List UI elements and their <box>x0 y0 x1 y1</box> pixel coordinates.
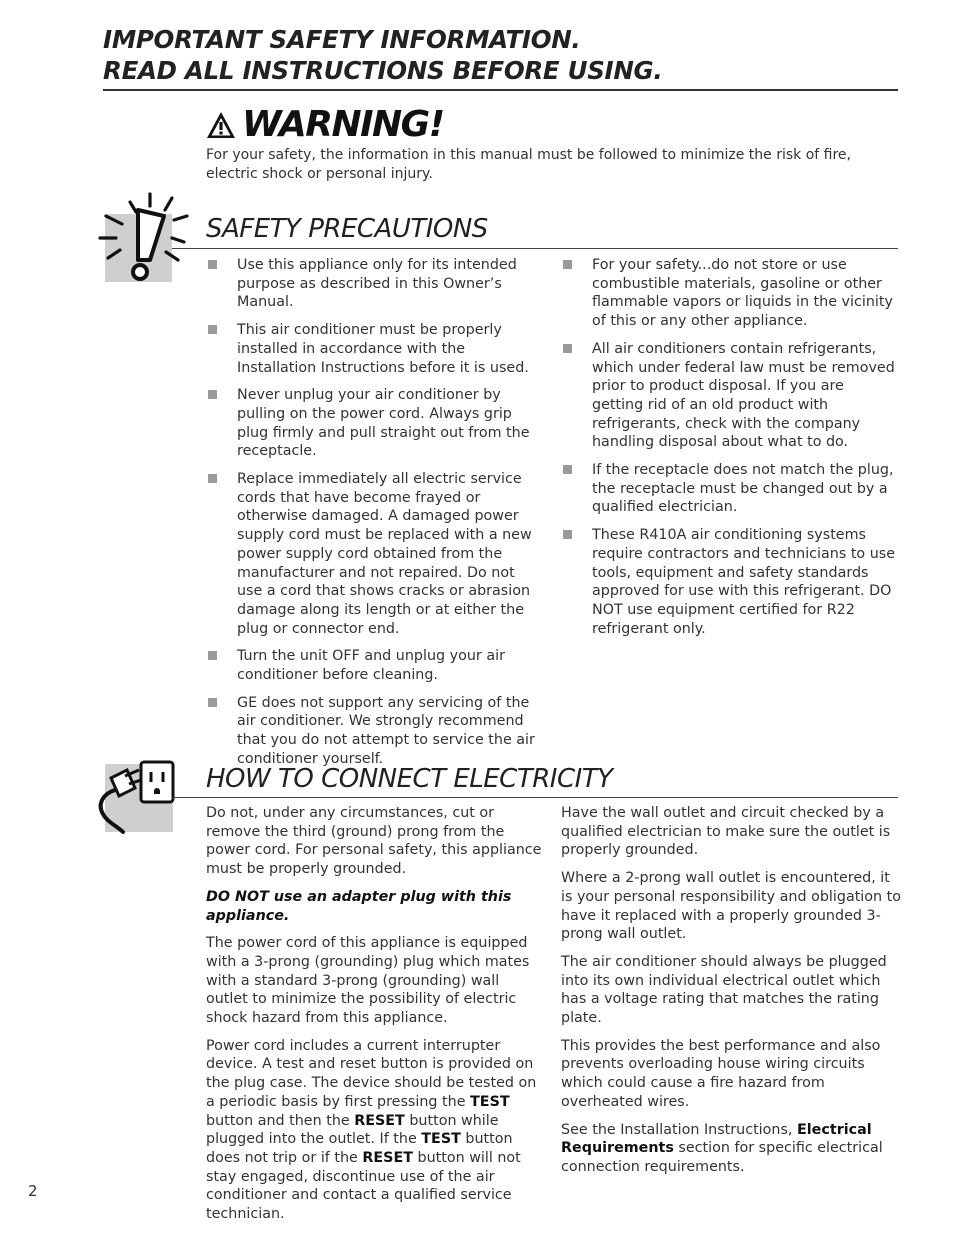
header-line-1: IMPORTANT SAFETY INFORMATION. <box>103 25 581 54</box>
warning-heading <box>206 104 444 145</box>
electricity-paragraph: Have the wall outlet and circuit checked by a qualified electrician to make sure the outlet is properly grounded. <box>561 805 891 859</box>
safety-precautions-title: SAFETY PRECAUTIONS <box>206 214 488 244</box>
exclamation-alert-icon <box>92 190 192 290</box>
text-span: Power cord includes a current interrupter device. A test and reset button is provided on the plug case. The device should be tested on a periodic basis by first pressing the <box>206 1037 537 1110</box>
text-span: button will not stay engaged, discontinue use of the air conditioner and contact a qualified service technician. <box>206 1149 521 1223</box>
electricity-title: HOW TO CONNECT ELECTRICITY <box>206 764 613 794</box>
electricity-paragraph: The air conditioner should always be plugged into its own individual electrical outlet which has a voltage rating that matches the rating plate. <box>561 953 887 1027</box>
warning-triangle-icon <box>206 111 236 139</box>
text-span: See the Installation Instructions, <box>561 1121 798 1138</box>
adapter-warning: DO NOT use an adapter plug with this appliance. <box>206 888 512 924</box>
electricity-right-column <box>561 804 901 1186</box>
text-span: section for specific electrical connection requirements. <box>561 1140 883 1175</box>
installation-reference <box>561 1121 901 1177</box>
reset-term: RESET <box>362 1149 413 1166</box>
interrupter-paragraph <box>206 1037 544 1224</box>
electricity-paragraph: Do not, under any circumstances, cut or remove the third (ground) prong from the power cord. For personal safety, this appliance must be properly grounded. <box>206 805 542 878</box>
page-header <box>103 24 898 86</box>
electricity-left-column <box>206 804 544 1233</box>
warning-title: WARNING! <box>242 104 444 145</box>
reset-term: RESET <box>354 1112 405 1129</box>
text-span: button while plugged into the outlet. If the <box>206 1112 499 1148</box>
list-item: Never unplug your air conditioner by pulling on the power cord. Always grip plug firmly and pull straight out from the receptacle. <box>206 386 542 461</box>
list-item: Turn the unit OFF and unplug your air conditioner before cleaning. <box>206 647 542 684</box>
text-span: button and then the <box>206 1112 355 1129</box>
list-item: For your safety...do not store or use combustible materials, gasoline or other flammable vapors or liquids in the vicinity of this or any other appliance. <box>561 256 899 331</box>
electrical-requirements-term: Electrical Requirements <box>561 1121 872 1157</box>
electricity-paragraph: This provides the best performance and also prevents overloading house wiring circuits which could cause a fire hazard from overheated wires. <box>561 1037 881 1110</box>
text-span: button does not trip or if the <box>206 1131 513 1166</box>
plug-outlet-icon <box>93 760 177 836</box>
warning-text: For your safety, the information in this manual must be followed to minimize the risk of fire, electric shock or personal injury. <box>206 147 851 182</box>
safety-right-column <box>561 256 899 647</box>
list-item: All air conditioners contain refrigerants, which under federal law must be removed prior to product disposal. If you are getting rid of an old product with refrigerants, check with the company handling disposal about what to do. <box>561 340 899 452</box>
list-item: Use this appliance only for its intended purpose as described in this Owner’s Manual. <box>206 256 542 312</box>
test-term: TEST <box>421 1131 461 1148</box>
header-divider <box>103 89 898 91</box>
page-number: 2 <box>28 1182 38 1200</box>
list-item: If the receptacle does not match the plug, the receptacle must be changed out by a qualified electrician. <box>561 461 899 517</box>
test-term: TEST <box>470 1093 510 1110</box>
header-line-2: READ ALL INSTRUCTIONS BEFORE USING. <box>103 56 663 85</box>
list-item: These R410A air conditioning systems require contractors and technicians to use tools, equipment and safety standards approved for use with this refrigerant. DO NOT use equipment certified for R22 refrigerant only. <box>561 526 899 638</box>
list-item: GE does not support any servicing of the air conditioner. We strongly recommend that you do not attempt to service the air conditioner yourself. <box>206 694 542 769</box>
electricity-paragraph: The power cord of this appliance is equipped with a 3-prong (grounding) plug which mates with a standard 3-prong (grounding) wall outlet to minimize the possibility of electric shock hazard from this appliance. <box>206 935 530 1027</box>
electricity-section-divider <box>173 797 898 798</box>
electricity-paragraph: Where a 2-prong wall outlet is encountered, it is your personal responsibility and obligation to have it replaced with a properly grounded 3-prong wall outlet. <box>561 870 901 943</box>
list-item: Replace immediately all electric service cords that have become frayed or otherwise damaged. A damaged power supply cord must be replaced with a new power supply cord obtained from the manufacturer and not repaired. Do not use a cord that shows cracks or abrasion damage along its length or at either the plug or connector end. <box>206 470 542 638</box>
safety-left-column <box>206 256 542 778</box>
list-item: This air conditioner must be properly installed in accordance with the Installation Instructions before it is used. <box>206 321 542 377</box>
safety-section-divider <box>172 248 898 249</box>
